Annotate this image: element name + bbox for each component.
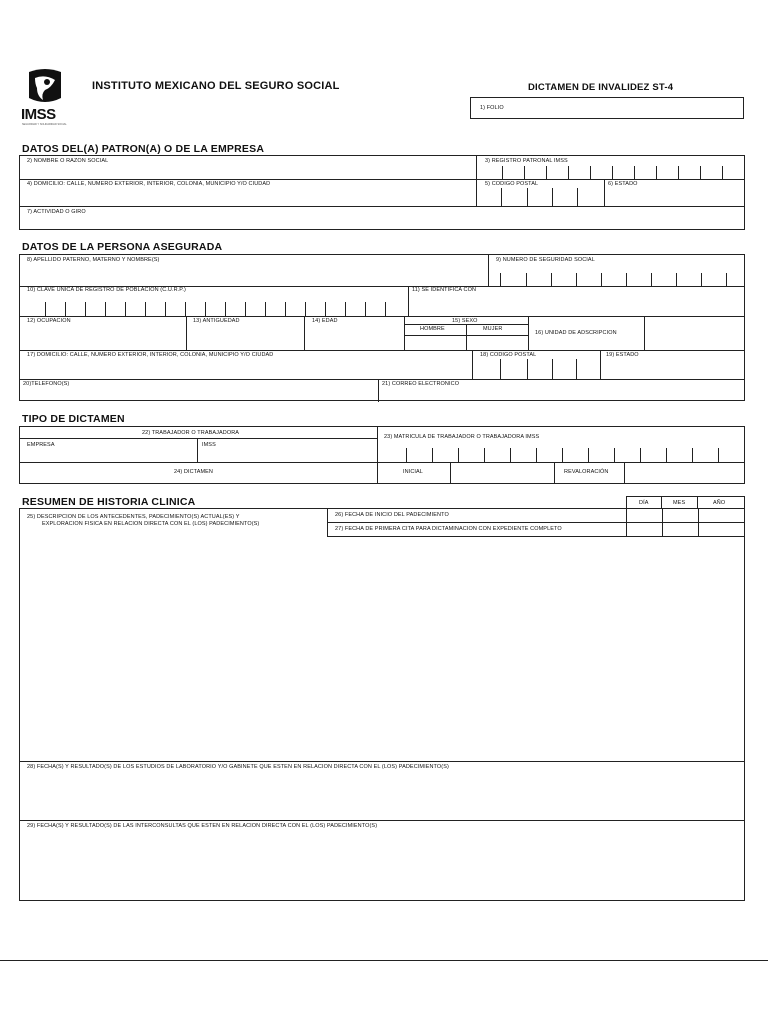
employer-block (19, 155, 745, 230)
lab-studies-label: 28) FECHA(S) Y RESULTADO(S) DE LOS ESTUDIOS DE LABORATORIO Y/O GABINETE QUE ESTEN EN RELACION DIRECTA CON EL (LOS) PADECIMIENTO(S) (27, 764, 449, 770)
interconsultations-field[interactable] (22, 833, 742, 897)
empresa-option[interactable]: EMPRESA (27, 442, 55, 448)
imss-logo (20, 68, 70, 130)
history-description-field[interactable] (22, 539, 742, 759)
lab-studies-field[interactable] (22, 774, 742, 818)
interconsultations-label: 29) FECHA(S) Y RESULTADO(S) DE LAS INTERCONSULTAS QUE ESTEN EN RELACION DIRECTA CON EL (LOS) PADECIMIENTO(S) (27, 823, 378, 829)
logo-subtext: SEGURIDAD Y SOLIDARIDAD SOCIAL (22, 123, 67, 126)
insured-name-label: 8) APELLIDO PATERNO, MATERNO Y NOMBRE(S) (27, 257, 160, 263)
assigned-unit-label: 16) UNIDAD DE ADSCRIPCION (535, 330, 617, 336)
month-header: MES (673, 500, 686, 506)
history-section-title: RESUMEN DE HISTORIA CLINICA (22, 496, 196, 508)
dictamen-section-title: TIPO DE DICTAMEN (22, 413, 125, 425)
identification-label: 11) SE IDENTIFICA CON (412, 287, 477, 293)
employer-registry-label: 3) REGISTRO PATRONAL IMSS (485, 158, 568, 164)
insured-section-title: DATOS DE LA PERSONA ASEGURADA (22, 241, 223, 253)
employer-zip-label: 5) CODIGO POSTAL (485, 181, 539, 187)
imss-eagle-icon (23, 68, 67, 108)
folio-field[interactable] (470, 97, 744, 119)
sex-male-option[interactable]: HOMBRE (420, 326, 445, 332)
worker-label: 22) TRABAJADOR O TRABAJADORA (142, 430, 240, 436)
revaluation-option[interactable]: REVALORACIÓN (564, 469, 609, 475)
worker-id-label: 23) MATRICULA DE TRABAJADOR O TRABAJADORA IMSS (384, 434, 540, 440)
insured-address-label: 17) DOMICILIO: CALLE, NUMERO EXTERIOR, INTERIOR, COLONIA, MUNICIPIO Y/O CIUDAD (27, 352, 274, 358)
insured-state-label: 19) ESTADO (606, 352, 639, 358)
imss-option[interactable]: IMSS (202, 442, 216, 448)
form-title: DICTAMEN DE INVALIDEZ ST-4 (528, 82, 674, 93)
dictamen-block (19, 426, 745, 484)
employer-state-label: 6) ESTADO (608, 181, 638, 187)
employer-address-label: 4) DOMICILIO: CALLE, NUMERO EXTERIOR, INTERIOR, COLONIA, MUNICIPIO Y/O CIUDAD (27, 181, 271, 187)
insured-block (19, 254, 745, 401)
folio-label: 1) FOLIO (480, 105, 504, 111)
first-appointment-label: 27) FECHA DE PRIMERA CITA PARA DICTAMINACION CON EXPEDIENTE COMPLETO (335, 526, 562, 532)
history-description-label-1: 25) DESCRIPCION DE LOS ANTECEDENTES, PADECIMIENTO(S) ACTUAL(ES) Y (27, 514, 240, 520)
activity-label: 7) ACTIVIDAD O GIRO (27, 209, 86, 215)
occupation-label: 12) OCUPACION (27, 318, 71, 324)
sex-label: 15) SEXO (452, 318, 478, 324)
sex-female-option[interactable]: MUJER (483, 326, 503, 332)
initial-option[interactable]: INICIAL (403, 469, 423, 475)
seniority-label: 13) ANTIGUEDAD (193, 318, 240, 324)
nss-label: 9) NUMERO DE SEGURIDAD SOCIAL (496, 257, 595, 263)
year-header: AÑO (713, 500, 726, 506)
onset-date-label: 26) FECHA DE INICIO DEL PADECIMIENTO (335, 512, 449, 518)
phone-label: 20)TELEFONO(S) (23, 381, 70, 387)
email-label: 21) CORREO ELECTRONICO (382, 381, 460, 387)
history-block (19, 508, 745, 901)
day-header: DÍA (639, 500, 649, 506)
curp-label: 10) CLAVE UNICA DE REGISTRO DE POBLACION (C.U.R.P.) (27, 287, 186, 293)
business-name-label: 2) NOMBRE O RAZON SOCIAL (27, 158, 109, 164)
dictamen-type-label: 24) DICTAMEN (174, 469, 213, 475)
insured-zip-label: 18) CODIGO POSTAL (480, 352, 537, 358)
history-description-label-2: EXPLORACION FISICA EN RELACION DIRECTA CON EL (LOS) PADECIMIENTO(S) (42, 521, 260, 527)
logo-text: IMSS (21, 106, 56, 123)
institution-name: INSTITUTO MEXICANO DEL SEGURO SOCIAL (92, 80, 340, 92)
employer-section-title: DATOS DEL(A) PATRON(A) O DE LA EMPRESA (22, 143, 265, 155)
age-label: 14) EDAD (312, 318, 338, 324)
footer-rule (0, 960, 768, 961)
